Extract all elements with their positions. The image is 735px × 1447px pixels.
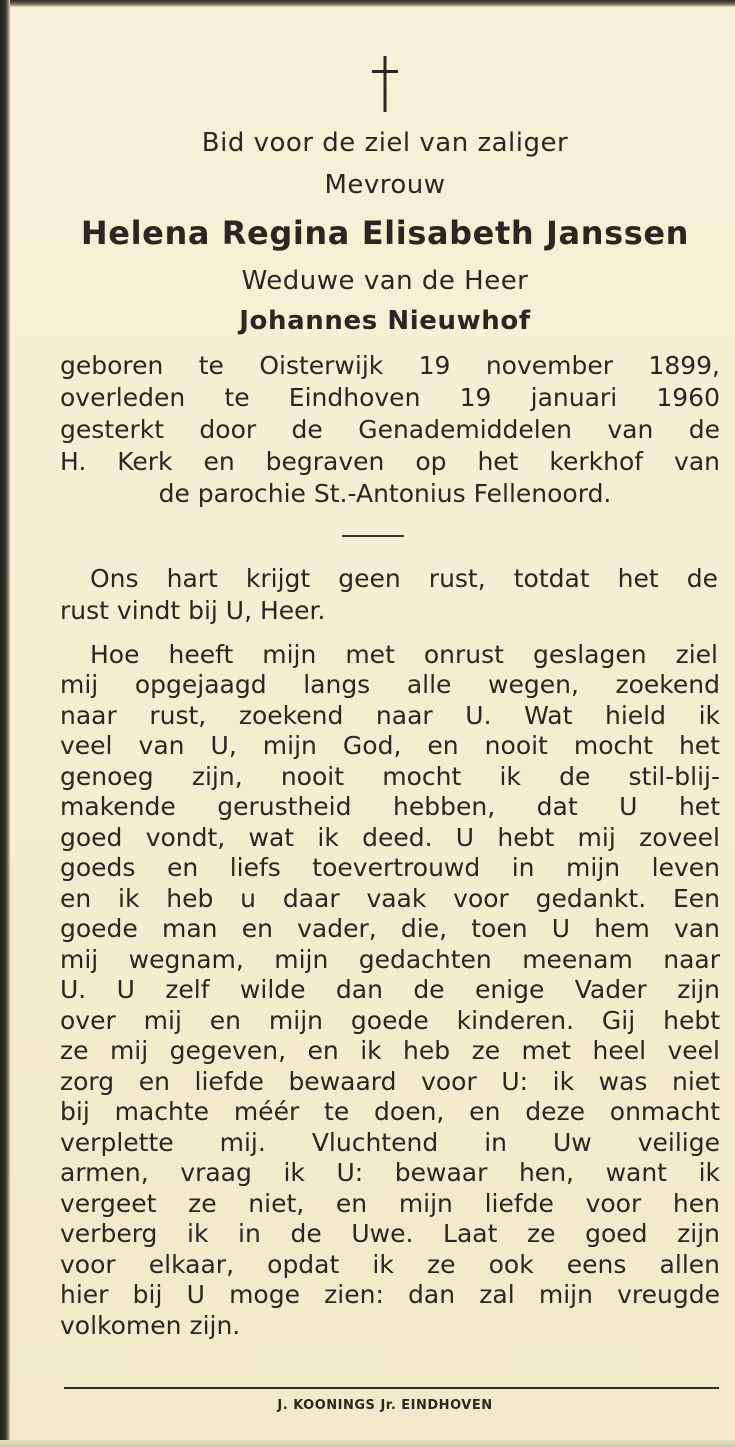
prayer-line: mij opgejaagd langs alle wegen, zoekend bbox=[60, 670, 720, 699]
prayer-line: verberg ik in de Uwe. Laat ze goed zijn bbox=[60, 1219, 720, 1248]
prayer-line: verplette mij. Vluchtend in Uw veilige bbox=[60, 1128, 720, 1157]
card-bottom-edge bbox=[0, 1440, 735, 1447]
prayer-line: Hoe heeft mijn met onrust geslagen ziel bbox=[90, 640, 718, 669]
prayer-line: zorg en liefde bewaard voor U: ik was niet bbox=[60, 1067, 720, 1096]
widow-line: Weduwe van de Heer bbox=[241, 266, 529, 296]
latin-cross-icon bbox=[372, 56, 398, 112]
prayer-line: en ik heb u daar vaak voor gedankt. Een bbox=[60, 884, 720, 913]
card-left-edge bbox=[0, 0, 10, 1447]
husband-name: Johannes Nieuwhof bbox=[239, 306, 531, 336]
prayer-line: veel van U, mijn God, en nooit mocht het bbox=[60, 731, 720, 760]
quote-line: rust vindt bij U, Heer. bbox=[60, 596, 326, 625]
prayer-line: U. U zelf wilde dan de enige Vader zijn bbox=[60, 975, 720, 1004]
section-divider bbox=[342, 535, 404, 537]
prayer-line: mij wegnam, mijn gedachten meenam naar bbox=[60, 945, 720, 974]
prayer-line: naar rust, zoekend naar U. Wat hield ik bbox=[60, 701, 720, 730]
bio-line: de parochie St.-Antonius Fellenoord. bbox=[158, 479, 612, 508]
prayer-line: goede man en vader, die, toen U hem van bbox=[60, 914, 720, 943]
bio-line: overleden te Eindhoven 19 januari 1960 bbox=[60, 383, 720, 412]
prayer-line: goeds en liefs toevertrouwd in mijn leven bbox=[60, 853, 720, 882]
prayer-line: genoeg zijn, nooit mocht ik de stil-blij- bbox=[60, 762, 720, 791]
bio-line: gesterkt door de Genademiddelen van de bbox=[60, 415, 720, 444]
prayer-line: vergeet ze niet, en mijn liefde voor hen bbox=[60, 1189, 720, 1218]
prayer-line: volkomen zijn. bbox=[60, 1311, 241, 1340]
deceased-name: Helena Regina Elisabeth Janssen bbox=[80, 214, 690, 252]
footer-divider bbox=[64, 1387, 719, 1389]
quote-line: Ons hart krijgt geen rust, totdat het de bbox=[90, 564, 718, 593]
prayer-line: ze mij gegeven, en ik heb ze met heel veel bbox=[60, 1036, 720, 1065]
bio-line: geboren te Oisterwijk 19 november 1899, bbox=[60, 351, 720, 380]
card-top-edge bbox=[0, 0, 735, 7]
prayer-line: makende gerustheid hebben, dat U het bbox=[60, 792, 720, 821]
printer-imprint: J. KOONINGS Jr. EINDHOVEN bbox=[277, 1398, 493, 1413]
bio-line: H. Kerk en begraven op het kerkhof van bbox=[60, 447, 720, 476]
prayer-line: goed vondt, wat ik deed. U hebt mij zoveel bbox=[60, 823, 720, 852]
prayer-line: bij machte méér te doen, en deze onmacht bbox=[60, 1097, 720, 1126]
prayer-line: voor elkaar, opdat ik ze ook eens allen bbox=[60, 1250, 720, 1279]
prayer-line: armen, vraag ik U: bewaar hen, want ik bbox=[60, 1158, 720, 1187]
prayer-line: over mij en mijn goede kinderen. Gij hebt bbox=[60, 1006, 720, 1035]
prayer-line: hier bij U moge zien: dan zal mijn vreugde bbox=[60, 1280, 720, 1309]
prayer-intro: Bid voor de ziel van zaliger bbox=[201, 128, 569, 158]
salutation: Mevrouw bbox=[324, 170, 446, 200]
